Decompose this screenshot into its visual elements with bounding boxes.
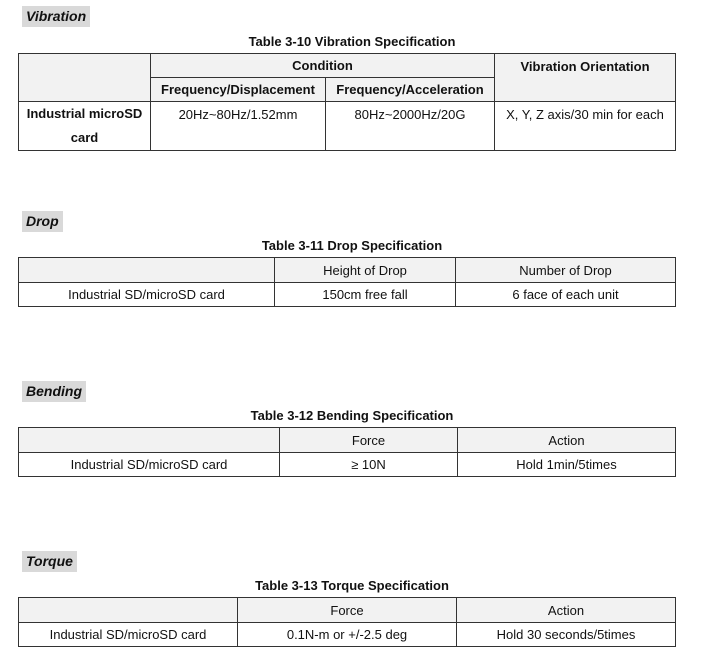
- vibration-freq-disp-cell: 20Hz~80Hz/1.52mm: [151, 102, 326, 151]
- torque-header-action: Action: [457, 598, 676, 623]
- torque-cell-device: Industrial SD/microSD card: [19, 623, 238, 647]
- drop-table: [18, 257, 676, 307]
- vibration-freq-acc-cell: 80Hz~2000Hz/20G: [326, 102, 495, 151]
- section-heading-vibration: Vibration: [22, 6, 90, 27]
- bending-header-empty: [19, 428, 280, 453]
- table-caption-drop: Table 3-11 Drop Specification: [261, 238, 443, 253]
- vibration-row-label-line2: card: [70, 130, 99, 145]
- section-heading-drop: Drop: [22, 211, 63, 232]
- torque-table: [18, 597, 676, 647]
- drop-header-empty: [19, 258, 275, 283]
- drop-cell-height: 150cm free fall: [275, 283, 456, 307]
- bending-table: [18, 427, 676, 477]
- bending-header-force: Force: [280, 428, 458, 453]
- bending-cell-action: Hold 1min/5times: [458, 453, 676, 477]
- vibration-freq-acc-header: Frequency/Acceleration: [326, 78, 495, 102]
- vibration-empty-header: [19, 54, 151, 102]
- bending-cell-force: ≥ 10N: [280, 453, 458, 477]
- vibration-condition-header: Condition: [151, 54, 495, 78]
- vibration-orientation-cell: X, Y, Z axis/30 min for each: [495, 102, 676, 151]
- vibration-row-label-line1: Industrial microSD: [26, 106, 143, 121]
- bending-header-action: Action: [458, 428, 676, 453]
- table-caption-bending: Table 3-12 Bending Specification: [250, 408, 454, 423]
- vibration-row-label: [19, 102, 151, 151]
- drop-header-height: Height of Drop: [275, 258, 456, 283]
- torque-cell-force: 0.1N-m or +/-2.5 deg: [238, 623, 457, 647]
- vibration-freq-disp-header: Frequency/Displacement: [151, 78, 326, 102]
- table-caption-vibration: Table 3-10 Vibration Specification: [248, 34, 456, 49]
- vibration-table: [18, 53, 676, 151]
- torque-cell-action: Hold 30 seconds/5times: [457, 623, 676, 647]
- drop-cell-device: Industrial SD/microSD card: [19, 283, 275, 307]
- section-heading-bending: Bending: [22, 381, 86, 402]
- torque-header-empty: [19, 598, 238, 623]
- section-heading-torque: Torque: [22, 551, 77, 572]
- vibration-orientation-header: Vibration Orientation: [495, 54, 676, 102]
- torque-header-force: Force: [238, 598, 457, 623]
- table-caption-torque: Table 3-13 Torque Specification: [255, 578, 449, 593]
- bending-cell-device: Industrial SD/microSD card: [19, 453, 280, 477]
- drop-cell-number: 6 face of each unit: [456, 283, 676, 307]
- drop-header-number: Number of Drop: [456, 258, 676, 283]
